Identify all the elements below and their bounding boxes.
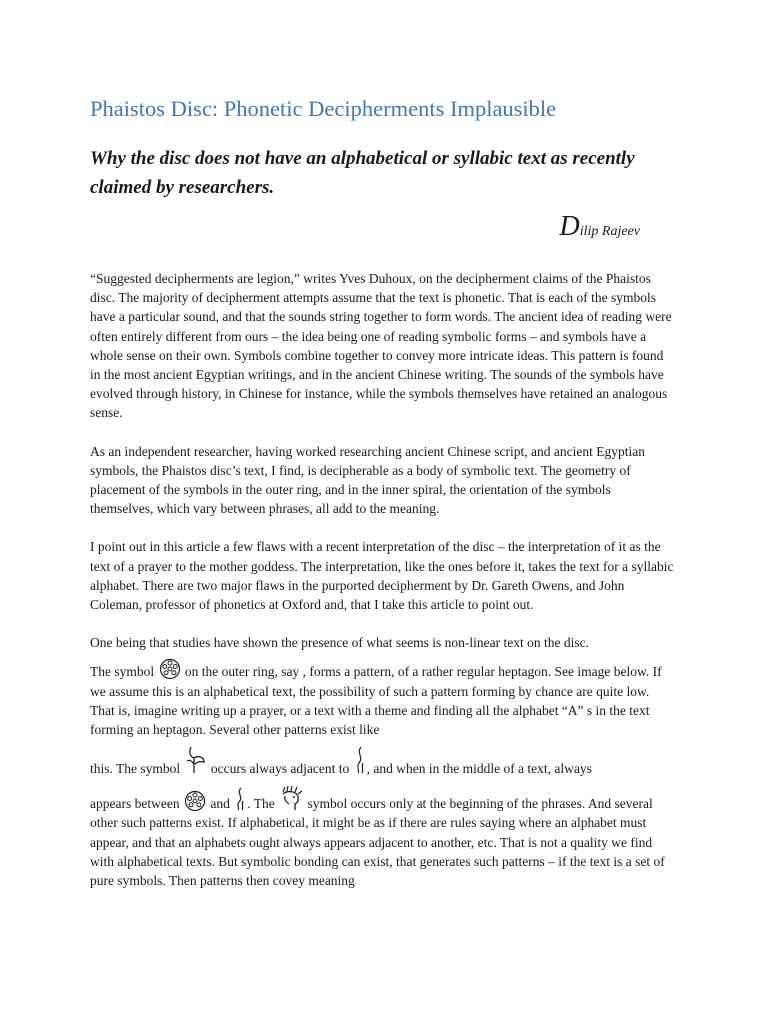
symbol-text-2: on the outer ring, say , forms a pattern, of a rather regular heptagon. See image below. If we assume this is an alphabetical text, the possibility of such a pattern forming by chance are quite low. That is, imagine writing up a prayer, or a text with a theme and finding all the alphabet “A” s in the text forming an heptagon. Several other patterns exist like: [90, 664, 662, 738]
symbol-paragraph-line-c: [90, 786, 676, 890]
paragraph-2: As an independent researcher, having worked researching ancient Chinese script, and ancient Egyptian symbols, the Phaistos disc’s text, I find, is decipherable as a body of symbolic text. The geometry of placement of the symbols in the outer ring, and in the inner spiral, the orientation of the symbols themselves, which vary between phrases, all add to the meaning.: [90, 443, 645, 517]
symbol-text-4: occurs always adjacent to: [210, 761, 350, 777]
plumed-head-symbol-icon: [279, 786, 303, 812]
paragraph-4: One being that studies have shown the presence of what seems is non-linear text on the disc.: [90, 635, 589, 651]
symbol-text-1: The symbol: [90, 664, 155, 680]
symbol-paragraph-line-b: [90, 745, 676, 782]
symbol-text-8: . The: [247, 796, 275, 812]
symbol-text-5: , and when in the middle of a text, always: [366, 761, 592, 777]
author-signature: [90, 212, 640, 247]
symbol-text-6: appears between: [90, 796, 180, 812]
rosette-symbol-icon: [184, 790, 206, 812]
rosette-symbol-icon: [159, 658, 181, 680]
document-subtitle: Why the disc does not have an alphabetical or syllabic text as recently claimed by researchers.: [90, 148, 635, 198]
symbol-text-3: this. The symbol: [90, 761, 181, 777]
paragraph-3: I point out in this article a few flaws with a recent interpretation of the disc – the interpretation of it as the text of a prayer to the mother goddess. The interpretation, like the ones before it, takes the text for a syllabic alphabet. There are two major flaws in the purported decipherment by Dr. Gareth Owens, and John Coleman, professor of phonetics at Oxford and, that I take this article to point out.: [90, 539, 674, 613]
symbol-paragraph: [90, 658, 676, 739]
symbol-text-7: and: [210, 796, 230, 812]
document-title: Phaistos Disc: Phonetic Decipherments Implausible: [90, 96, 557, 121]
wavy-symbol-icon: [354, 745, 366, 775]
wavy-symbol-icon: [234, 786, 246, 812]
author-name-rest: ilip Rajeev: [579, 224, 640, 239]
symbol-text-9: symbol occurs only at the beginning of the phrases. And several other such patterns exist. If alphabetical, it might be as if there are rules saying where an alphabet must appear, and that an alphabets ought always appears adjacent to another, etc. That is not a quality we find with alphabetical texts. But symbolic bonding can exist, that generates such patterns – if the text is a set of pure symbols. Then patterns then covey meaning: [90, 796, 665, 889]
paragraph-1: “Suggested decipherments are legion,” writes Yves Duhoux, on the decipherment claims of the Phaistos disc. The majority of decipherment attempts assume that the text is phonetic. That is each of the symbols have a particular sound, and that the sounds string together to form words. The ancient idea of reading were often entirely different from ours – the idea being one of reading symbolic forms – and symbols have a whole sense on their own. Symbols combine together to convey more intricate ideas. This pattern is found in the most ancient Egyptian writings, and in the ancient Chinese writing. The sounds of the symbols have evolved through history, in Chinese for instance, while the symbols themselves have retained an analogous sense.: [90, 271, 672, 421]
axe-symbol-icon: [185, 745, 207, 775]
document-page: [90, 92, 676, 890]
author-initial: D: [559, 211, 580, 242]
